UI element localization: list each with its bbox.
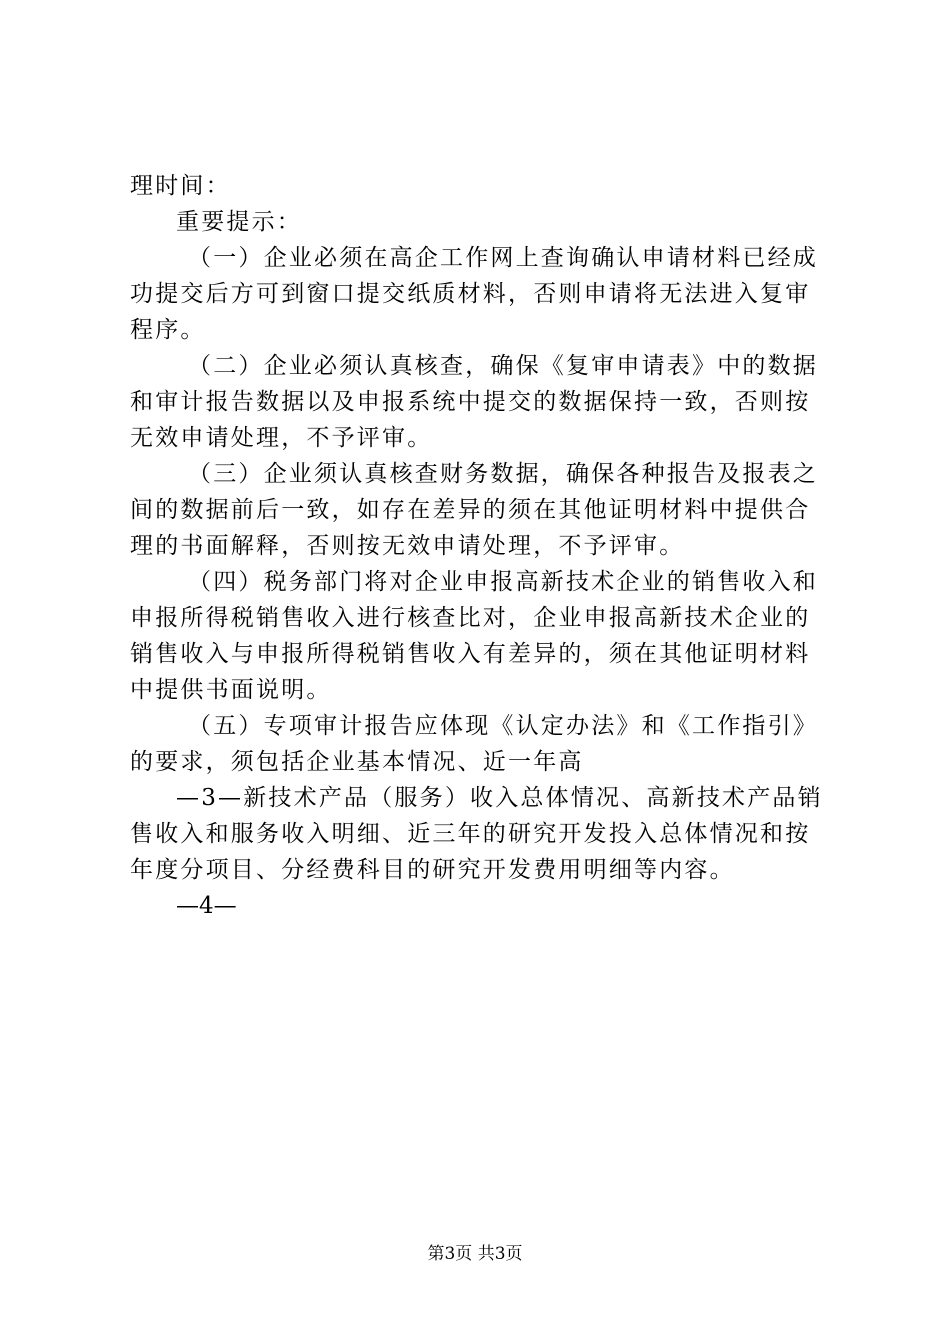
heading-important-notice: 重要提示： — [176, 209, 302, 235]
text-line: 的要求，须包括企业基本情况、近一年高 — [130, 749, 584, 775]
document-body — [130, 168, 830, 924]
text-line: 程序。 — [130, 317, 206, 343]
notice-item-1: （一）企业必须在高企工作网上查询确认申请材料已经成 — [188, 245, 818, 271]
text-line: 和审计报告数据以及申报系统中提交的数据保持一致，否则按 — [130, 389, 811, 415]
notice-item-2: （二）企业必须认真核查，确保《复审申请表》中的数据 — [188, 353, 818, 379]
text-line: 理的书面解释，否则按无效申请处理，不予评审。 — [130, 533, 685, 559]
text-line: 申报所得税销售收入进行核查比对，企业申报高新技术企业的 — [130, 605, 811, 631]
inline-page-mark: —4— — [176, 893, 237, 919]
text-line: 中提供书面说明。 — [130, 677, 332, 703]
text-line: 售收入和服务收入明细、近三年的研究开发投入总体情况和按 — [130, 821, 811, 847]
text-line: 无效申请处理，不予评审。 — [130, 425, 433, 451]
notice-item-4: （四）税务部门将对企业申报高新技术企业的销售收入和 — [188, 569, 818, 595]
text-line: 年度分项目、分经费科目的研究开发费用明细等内容。 — [130, 857, 735, 883]
page-footer: 第3页 共3页 — [427, 1244, 523, 1264]
text-line: 销售收入与申报所得税销售收入有差异的，须在其他证明材料 — [130, 641, 811, 667]
notice-item-5: （五）专项审计报告应体现《认定办法》和《工作指引》 — [188, 713, 818, 739]
text-line-with-page-mark: —3—新技术产品（服务）收入总体情况、高新技术产品销 — [176, 785, 823, 811]
notice-item-3: （三）企业须认真核查财务数据，确保各种报告及报表之 — [188, 461, 818, 487]
text-line: 功提交后方可到窗口提交纸质材料，否则申请将无法进入复审 — [130, 281, 811, 307]
text-line: 理时间： — [130, 173, 231, 199]
text-line: 间的数据前后一致，如存在差异的须在其他证明材料中提供合 — [130, 497, 811, 523]
